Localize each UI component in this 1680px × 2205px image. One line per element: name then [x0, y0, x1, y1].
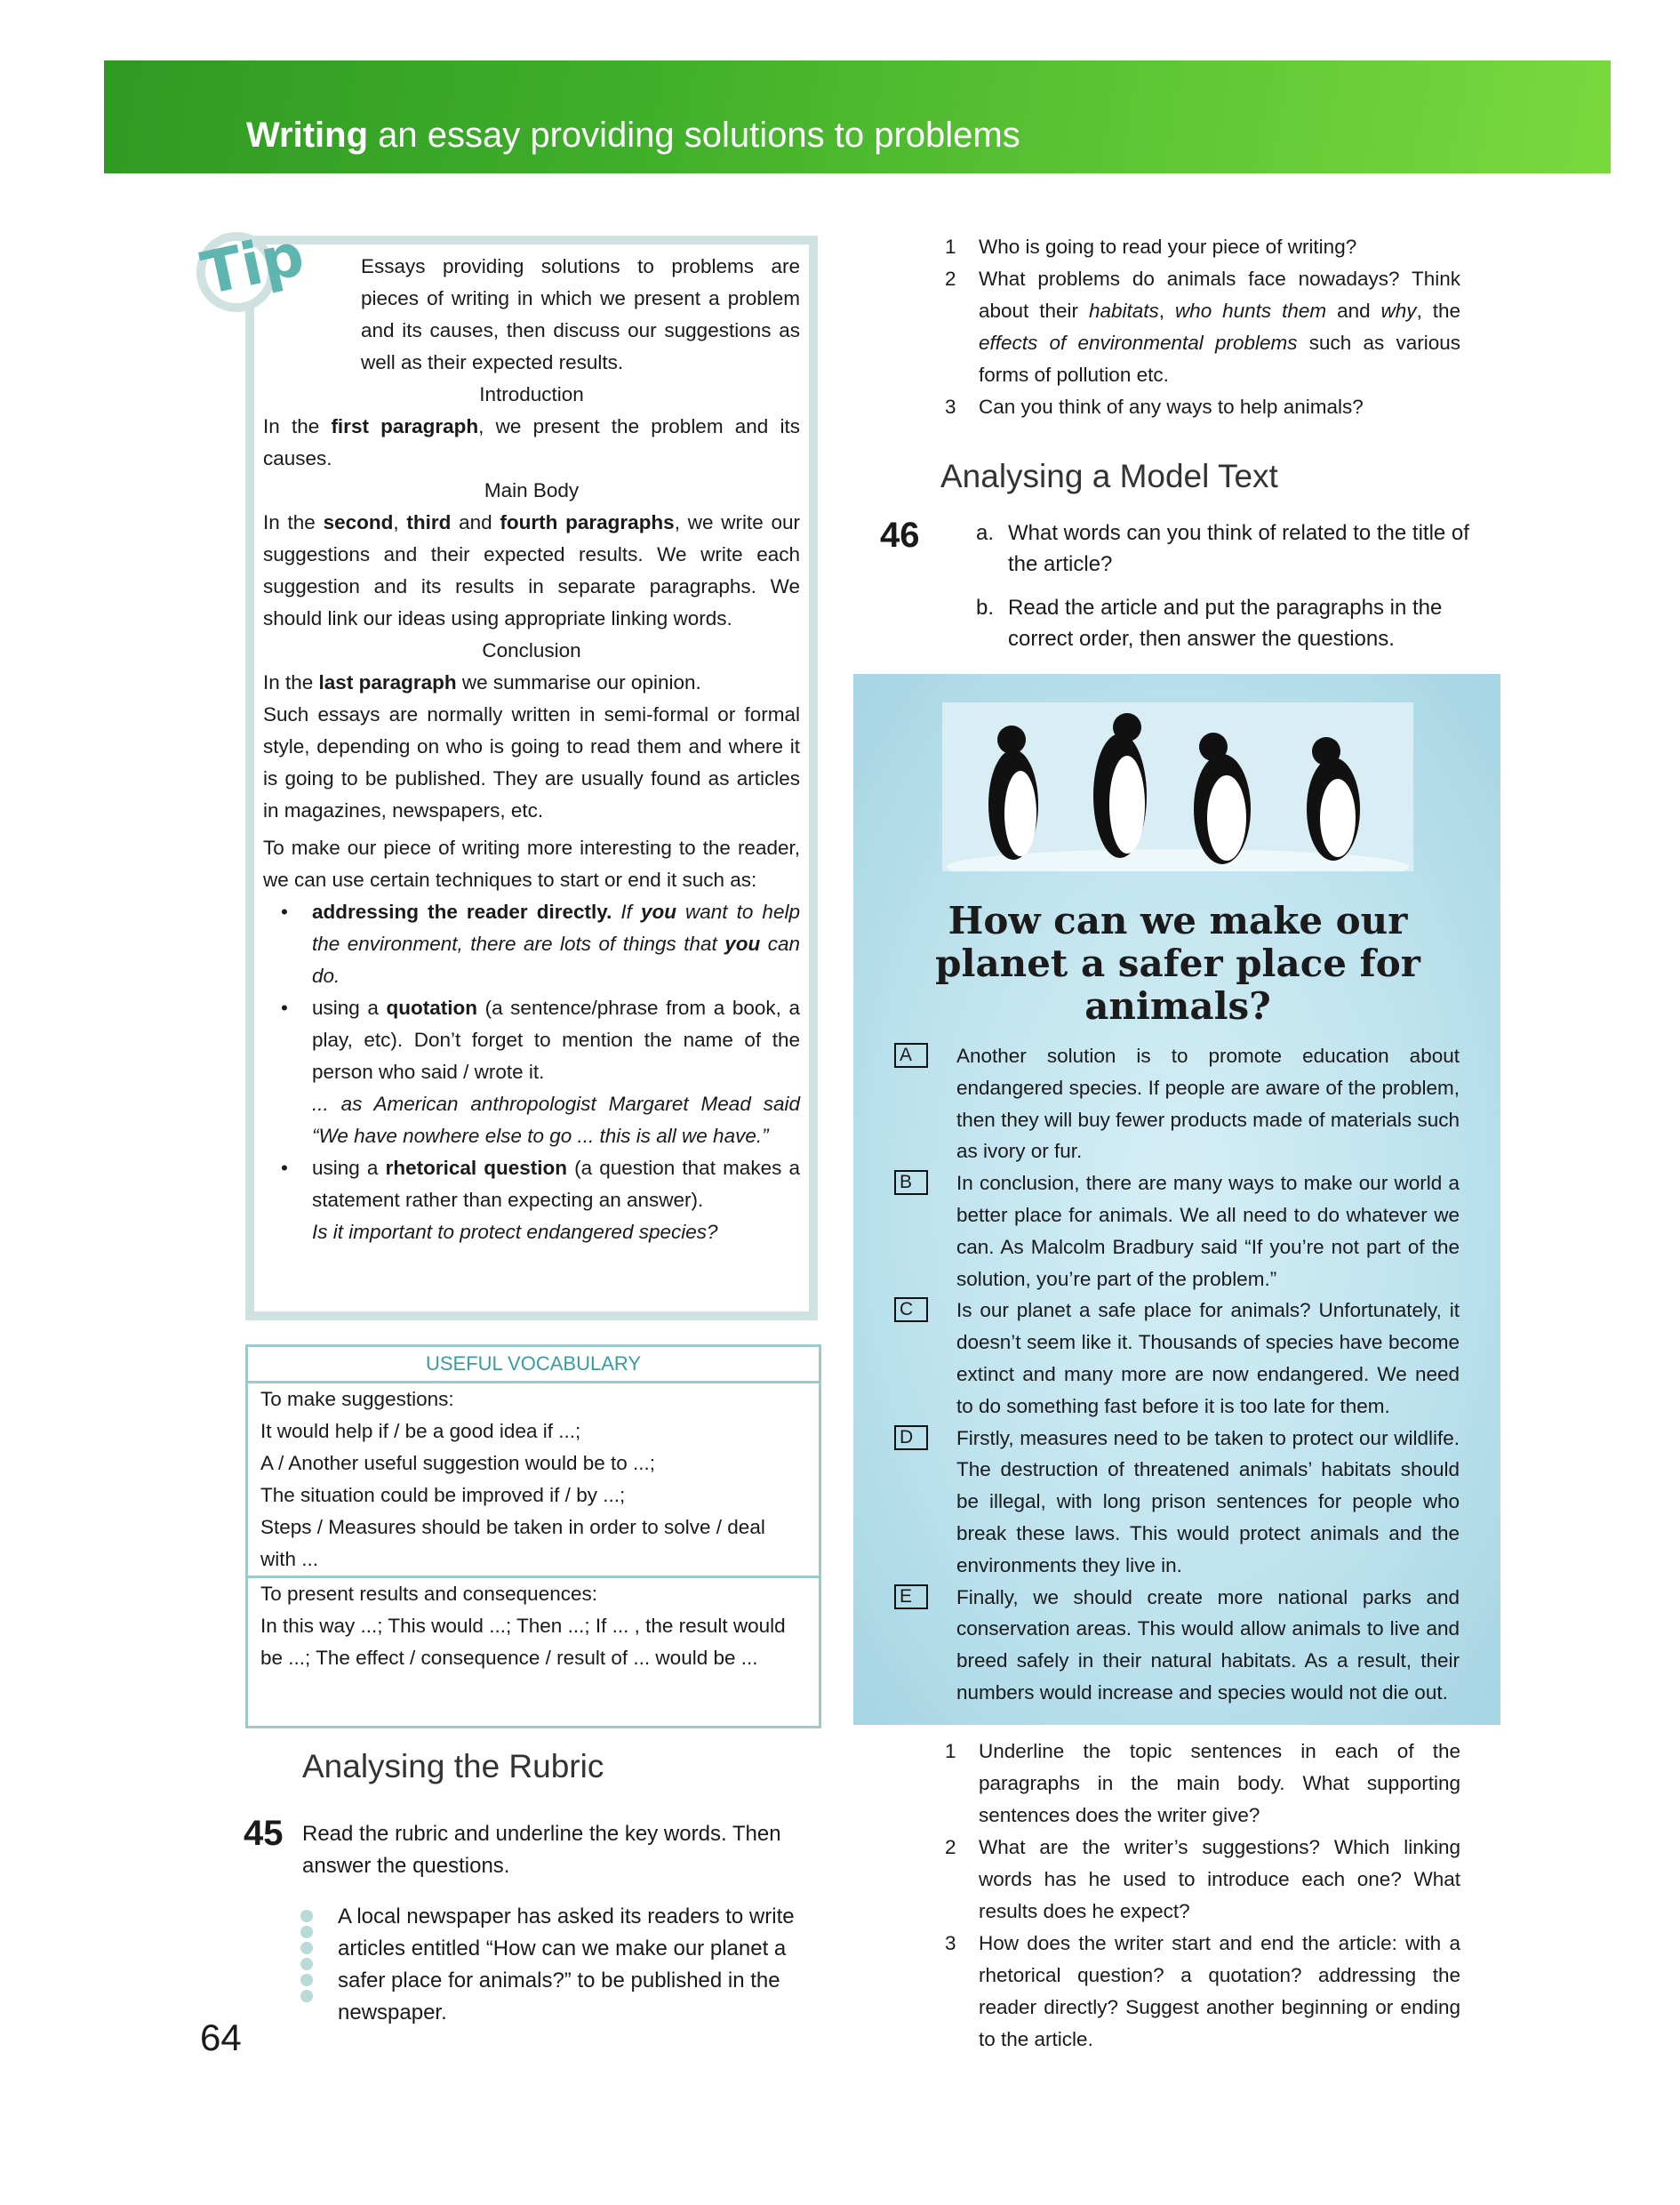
exercise-number-46: 46	[880, 516, 920, 555]
dot	[300, 1974, 313, 1986]
paragraph-letter-box[interactable]: D	[894, 1425, 928, 1450]
technique-item: • using a rhetorical question (a question that makes a statement rather than expecting an answer). Is it important to protect endangered species?	[312, 1152, 800, 1248]
vocabulary-suggestions	[248, 1383, 819, 1576]
vocabulary-line: A / Another useful suggestion would be to ...;	[260, 1452, 656, 1474]
analysis-questions	[945, 1736, 1460, 2056]
article-paragraph: E Finally, we should create more national parks and conservation areas. This would allow animals to live and breed safely in their natural habitats. As a result, their numbers would increase and species would not die out.	[894, 1582, 1460, 1709]
penguins-photo	[942, 702, 1413, 871]
article-paragraph: B In conclusion, there are many ways to make our world a better place for animals. We all need to do whatever we can. As Malcolm Bradbury said “If you’re not part of the solution, you’re part of the problem.”	[894, 1167, 1460, 1295]
model-section-title: Analysing a Model Text	[940, 458, 1278, 494]
tip-introduction: In the first paragraph, we present the problem and its causes.	[263, 415, 800, 469]
article-paragraph: C Is our planet a safe place for animals? Unfortunately, it doesn’t seem like it. Thousands of species have become extinct and many more are now endangered. We need to do something fast before it is too late for them.	[894, 1295, 1460, 1422]
paragraph-letter-box[interactable]: C	[894, 1297, 928, 1322]
exercise-number-45: 45	[244, 1814, 284, 1853]
technique-item: • using a quotation (a sentence/phrase from a book, a play, etc). Don’t forget to mention the name of the person who said / wrote it. ... as American anthropologist Margaret Mead said “We have nowhere else to go ... this is all we have.”	[312, 992, 800, 1152]
vocabulary-line: It would help if / be a good idea if ...;	[260, 1420, 581, 1442]
tip-conclusion: In the last paragraph we summarise our opinion.	[263, 671, 701, 694]
article-paragraph: A Another solution is to promote education about endangered species. If people are aware of the problem, then they will buy fewer products made of materials such as ivory or fur.	[894, 1040, 1460, 1167]
rubric-instruction: Read the rubric and underline the key words. Then answer the questions.	[302, 1822, 781, 1878]
suggestions-heading: To make suggestions:	[260, 1388, 454, 1410]
paragraph-letter-box[interactable]: A	[894, 1043, 928, 1068]
vocabulary-line: In this way ...; This would ...; Then ...; If ... , the result would be ...; The effect / consequence / result of ... would be ...	[260, 1615, 786, 1669]
results-heading: To present results and consequences:	[260, 1583, 597, 1605]
rubric-text: A local newspaper has asked its readers to write articles entitled “How can we make our planet a safer place for animals?” to be published in the newspaper.	[338, 1904, 795, 2025]
tip-content	[263, 251, 800, 1248]
tip-main-body: In the second, third and fourth paragraphs, we write our suggestions and their expected results. We write each suggestion and its results in separate paragraphs. We should link our ideas using appropriate linking words.	[263, 511, 801, 629]
vocabulary-line: The situation could be improved if / by ...;	[260, 1484, 626, 1506]
question-item: 3 How does the writer start and end the article: with a rhetorical question? a quotation? addressing the reader directly? Suggest another beginning or ending to the article.	[945, 1932, 1460, 2050]
svg-text:Tip: Tip	[196, 220, 310, 309]
task-b: b. Read the article and put the paragraphs in the correct order, then answer the questions.	[976, 596, 1443, 651]
dot	[300, 1942, 313, 1954]
technique-item: • addressing the reader directly. If you want to help the environment, there are lots of things that you can do.	[312, 896, 800, 992]
dot	[300, 1910, 313, 1922]
tip-intro: Essays providing solutions to problems are pieces of writing in which we present a problem and its causes, then discuss our suggestions as well as their expected results.	[361, 255, 800, 373]
paragraph-letter-box[interactable]: E	[894, 1584, 928, 1609]
dot	[300, 1926, 313, 1938]
tip-main-body-heading: Main Body	[484, 479, 580, 501]
vocabulary-heading: USEFUL VOCABULARY	[248, 1347, 819, 1383]
paragraph-letter-box[interactable]: B	[894, 1170, 928, 1195]
question-item: 2 What problems do animals face nowadays? Think about their habitats, who hunts them and why, the effects of environmental problems such as various forms of pollution etc.	[945, 268, 1461, 386]
rubric-dots	[300, 1910, 309, 2006]
rubric-section-title: Analysing the Rubric	[302, 1748, 604, 1784]
tip-techniques-intro: To make our piece of writing more interesting to the reader, we can use certain techniques to start or end it such as:	[263, 837, 800, 891]
exercise-46-tasks	[976, 517, 1474, 654]
question-item: 2 What are the writer’s suggestions? Which linking words has he used to introduce each one? What results does he expect?	[945, 1836, 1460, 1922]
tip-introduction-heading: Introduction	[479, 383, 584, 405]
task-a: a. What words can you think of related to the title of the article?	[976, 521, 1469, 576]
page-title: Writing an essay providing solutions to problems	[246, 116, 1020, 155]
question-item: 1 Who is going to read your piece of writing?	[945, 236, 1357, 258]
dot	[300, 1958, 313, 1970]
useful-vocabulary-box	[245, 1344, 821, 1728]
rubric-questions	[945, 231, 1460, 423]
tip-techniques-list	[263, 896, 800, 1248]
article-title: How can we make our planet a safer place for animals?	[935, 899, 1420, 1028]
vocabulary-line: Steps / Measures should be taken in order to solve / deal with ...	[260, 1516, 765, 1570]
question-item: 1 Underline the topic sentences in each of the paragraphs in the main body. What supporting sentences does the writer give?	[945, 1740, 1460, 1826]
question-item: 3 Can you think of any ways to help animals?	[945, 396, 1364, 418]
tip-style-note: Such essays are normally written in semi-formal or formal style, depending on who is going to read them and where it is going to be published. They are usually found as articles in magazines, newspapers, etc.	[263, 703, 800, 822]
dot	[300, 1990, 313, 2002]
article-paragraph: D Firstly, measures need to be taken to protect our wildlife. The destruction of threatened animals’ habitats should be illegal, with long prison sentences for people who break these laws. This would protect animals and the environments they live in.	[894, 1423, 1460, 1582]
tip-conclusion-heading: Conclusion	[482, 639, 581, 662]
page-number: 64	[200, 2017, 242, 2058]
vocabulary-results	[248, 1576, 819, 1674]
article-paragraphs	[894, 1040, 1460, 1709]
header-banner	[104, 60, 1611, 173]
